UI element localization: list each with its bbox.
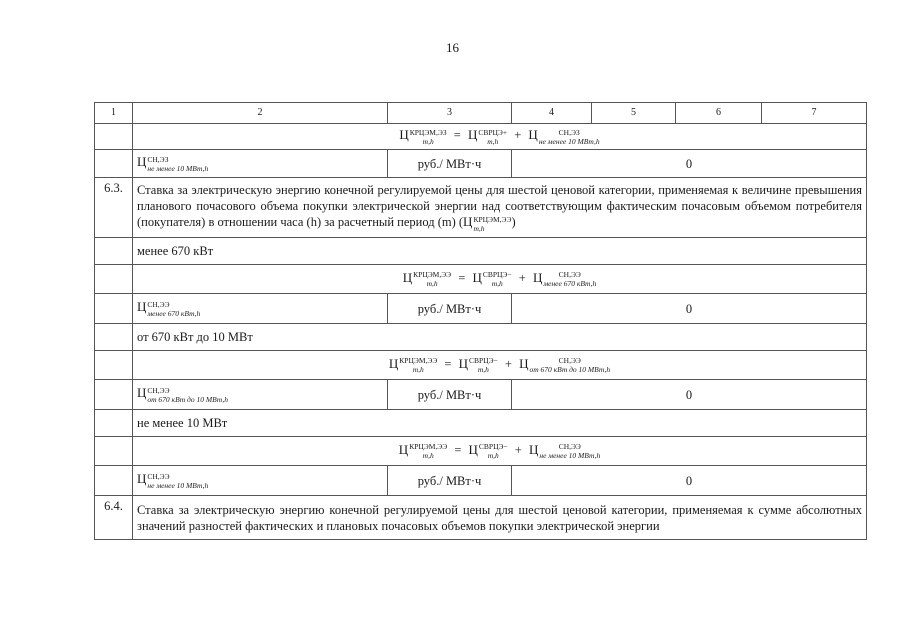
table-row: [95, 238, 867, 265]
table-row: [95, 324, 867, 351]
column-number: 3: [388, 103, 512, 124]
value: 0: [512, 466, 867, 496]
group-label: не менее 10 МВт: [133, 410, 867, 437]
table-row: [95, 380, 867, 410]
table-row: [95, 351, 867, 380]
formula: Ц КРЦЭМ,ЭЭ m,h = Ц СВРЦЭ− m,h + Ц СН,ЭЭ от 670 кВт до 10 МВт,h: [133, 351, 867, 380]
column-number: 6: [676, 103, 762, 124]
unit: руб./ МВт·ч: [388, 150, 512, 178]
unit: руб./ МВт·ч: [388, 294, 512, 324]
param-symbol: Ц СН,ЭЭ не менее 10 МВт,h: [133, 466, 388, 496]
table-row: [95, 150, 867, 178]
column-number: 2: [133, 103, 388, 124]
group-label: от 670 кВт до 10 МВт: [133, 324, 867, 351]
param-symbol: Ц СН,ЭЭ менее 670 кВт,h: [133, 294, 388, 324]
table-row: [95, 410, 867, 437]
formula: Ц КРЦЭМ,ЭЭ m,h = Ц СВРЦЭ− m,h + Ц СН,ЭЭ менее 670 кВт,h: [133, 265, 867, 294]
table-row: [95, 124, 867, 150]
value: 0: [512, 294, 867, 324]
symbol-r2: Ц СН,ЭЗ не менее 10 МВт,h: [528, 127, 600, 146]
tariff-table: [94, 102, 867, 540]
item-number: 6.3.: [95, 178, 133, 238]
column-number-row: [95, 103, 867, 124]
column-number: 1: [95, 103, 133, 124]
group-label: менее 670 кВт: [133, 238, 867, 265]
formula-top: Ц КРЦЭМ,ЭЗ m,h = Ц СВРЦЭ+ m,h + Ц СН,ЭЗ не менее 10 МВт,h: [133, 124, 867, 150]
item-number: 6.4.: [95, 496, 133, 540]
column-number: 7: [762, 103, 867, 124]
param-symbol: Ц СН,ЭЗ не менее 10 МВт,h: [133, 150, 388, 178]
column-number: 5: [592, 103, 676, 124]
unit: руб./ МВт·ч: [388, 380, 512, 410]
symbol-r1: Ц СВРЦЭ+ m,h: [467, 127, 508, 146]
table-row: [95, 496, 867, 540]
value: 0: [512, 380, 867, 410]
value: 0: [512, 150, 867, 178]
table-row: [95, 466, 867, 496]
item-description: Ставка за электрическую энергию конечной регулируемой цены для шестой ценовой категории, применяемая к величине превышения планового почасового объема покупки электрической энергии над соответствующим фактическим почасовым объемом потребителя (покупателя) в отношении часа (h) за расчетный период (m) (Ц КРЦЭМ,ЭЭ m,h ): [133, 178, 867, 238]
table-row: [95, 294, 867, 324]
page-number: 16: [446, 40, 459, 55]
unit: руб./ МВт·ч: [388, 466, 512, 496]
item-description: Ставка за электрическую энергию конечной регулируемой цены для шестой ценовой категории, применяемая к сумме абсолютных значений разностей фактических и плановых почасовых объемов покупки электрической энергии: [133, 496, 867, 540]
symbol-lhs: Ц КРЦЭМ,ЭЗ m,h: [399, 127, 447, 146]
param-symbol: Ц СН,ЭЭ от 670 кВт до 10 МВт,h: [133, 380, 388, 410]
table-row: [95, 437, 867, 466]
table-row: [95, 178, 867, 238]
formula: Ц КРЦЭМ,ЭЭ m,h = Ц СВРЦЭ− m,h + Ц СН,ЭЭ не менее 10 МВт,h: [133, 437, 867, 466]
column-number: 4: [512, 103, 592, 124]
table-row: [95, 265, 867, 294]
